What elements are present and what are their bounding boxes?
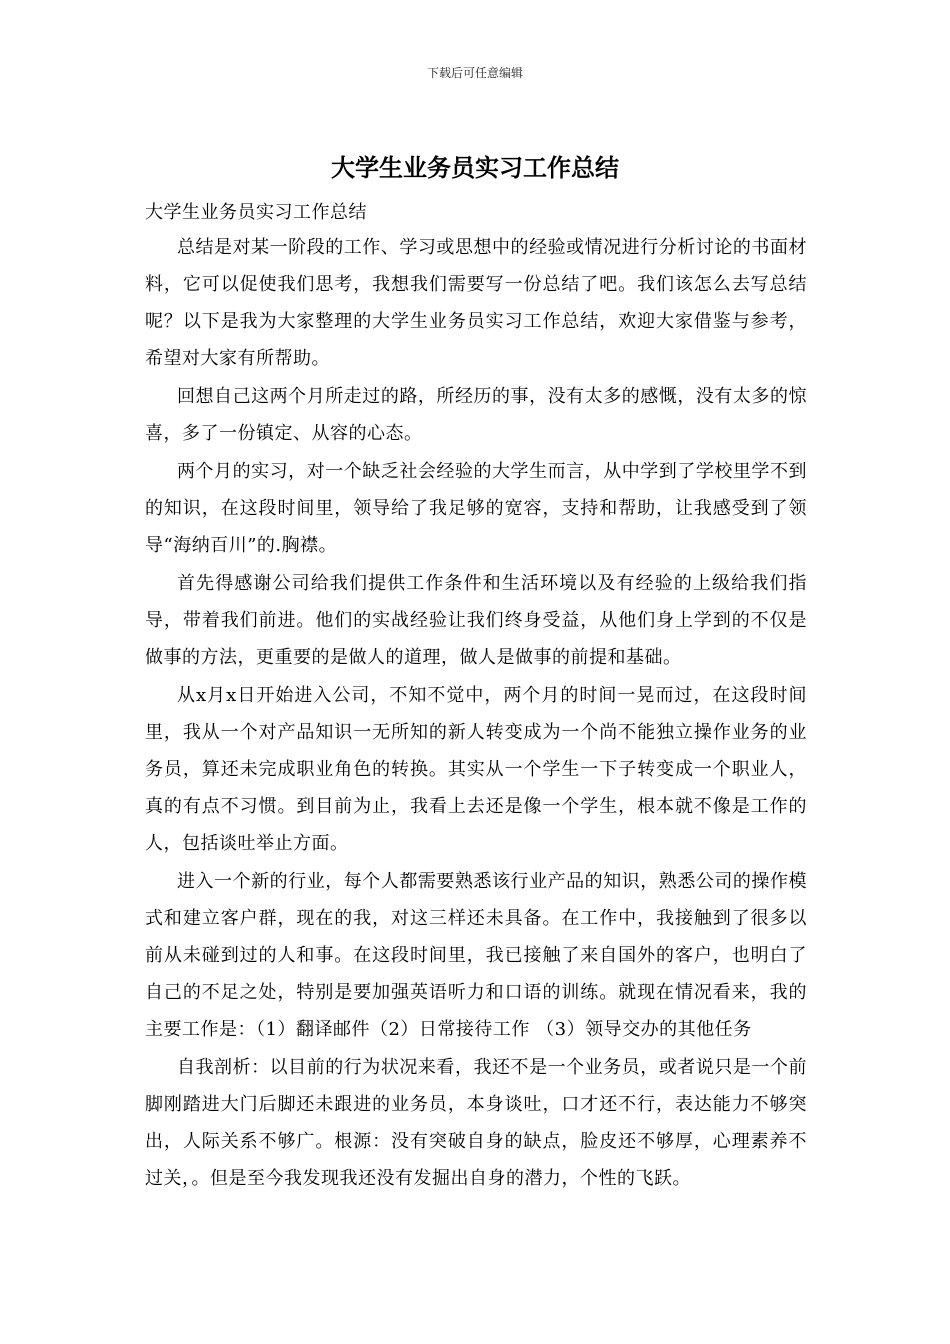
paragraph-intro: 总结是对某一阶段的工作、学习或思想中的经验或情况进行分析讨论的书面材料，它可以促使我们思考，我想我们需要写一份总结了吧。我们该怎么去写总结呢？以下是我为大家整理的大学生业务员实习工作总结，欢迎大家借鉴与参考，希望对大家有所帮助。: [145, 237, 807, 369]
document-title: 大学生业务员实习工作总结: [331, 153, 619, 182]
paragraph-reflection: 回想自己这两个月所走过的路，所经历的事，没有太多的感慨，没有太多的惊喜，多了一份镇定、从容的心态。: [145, 386, 807, 444]
paragraph-new-industry: 进入一个新的行业，每个人都需要熟悉该行业产品的知识，熟悉公司的操作模式和建立客户群，现在的我，对这三样还未具备。在工作中，我接触到了很多以前从未碰到过的人和事。在这段时间里，我已接触了来自国外的客户，也明白了自己的不足之处，特别是要加强英语听力和口语的训练。就现在情况看来，我的主要工作是：（1）翻译邮件（2）日常接待工作 （3）领导交办的其他任务: [145, 871, 807, 1040]
paragraph-internship-gains: 两个月的实习，对一个缺乏社会经验的大学生而言，从中学到了学校里学不到的知识，在这段时间里，领导给了我足够的宽容，支持和帮助，让我感受到了领导“海纳百川”的.胸襟。: [145, 461, 807, 556]
document-body: [145, 196, 807, 1198]
paragraph-thanks: 首先得感谢公司给我们提供工作条件和生活环境以及有经验的上级给我们指导，带着我们前进。他们的实战经验让我们终身受益，从他们身上学到的不仅是做事的方法，更重要的是做人的道理，做人是做事的前提和基础。: [145, 573, 807, 668]
page-header-note: 下载后可任意编辑: [426, 66, 523, 80]
paragraph-transition: 从x月x日开始进入公司，不知不觉中，两个月的时间一晃而过，在这段时间里，我从一个对产品知识一无所知的新人转变成为一个尚不能独立操作业务的业务员，算还未完成职业角色的转换。其实从一个学生一下子转变成一个职业人，真的有点不习惯。到目前为止，我看上去还是像一个学生，根本就不像是工作的人，包括谈吐举止方面。: [145, 685, 807, 854]
document-subtitle: 大学生业务员实习工作总结: [145, 202, 367, 223]
paragraph-self-analysis: 自我剖析：以目前的行为状况来看，我还不是一个业务员，或者说只是一个前脚刚踏进大门后脚还未跟进的业务员，本身谈吐，口才还不行，表达能力不够突出，人际关系不够广。根源：没有突破自身的缺点，脸皮还不够厚，心理素养不过关，。但是至今我发现我还没有发掘出自身的潜力，个性的飞跃。: [145, 1057, 807, 1189]
